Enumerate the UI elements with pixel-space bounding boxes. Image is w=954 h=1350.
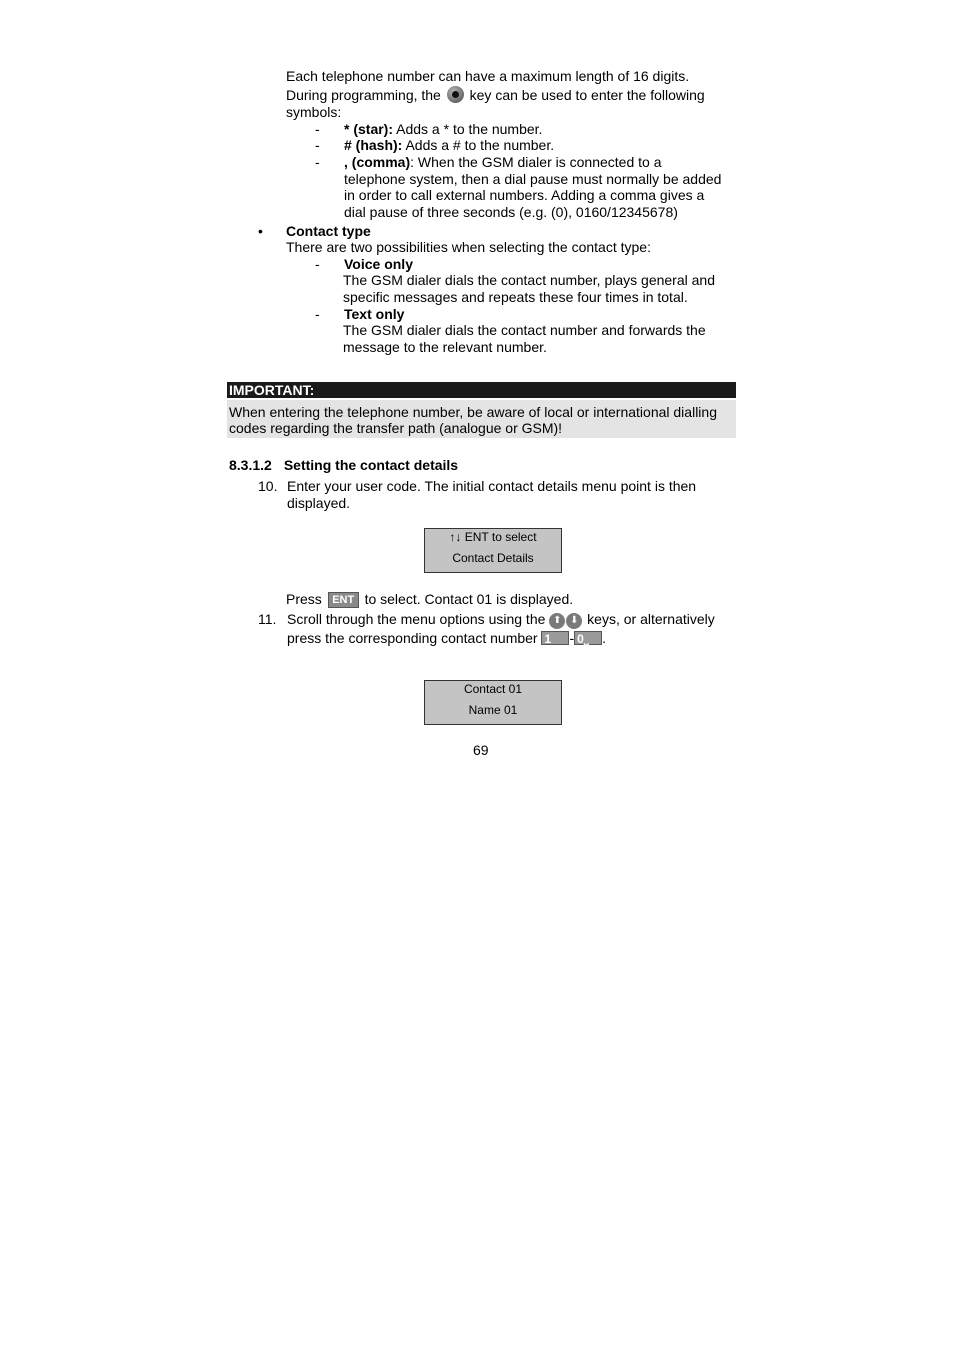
- step-text-post: keys, or alternatively: [587, 611, 715, 627]
- step-end: .: [602, 630, 607, 646]
- section-heading: [229, 457, 458, 474]
- option-voice-text: The GSM dialer dials the contact number, plays general and: [343, 272, 715, 288]
- step-number: 10.: [258, 478, 278, 494]
- step-text-pre: Scroll through the menu options using the: [287, 611, 546, 627]
- option-text-title: Text only: [344, 306, 405, 322]
- list-dash: -: [315, 154, 320, 170]
- option-voice-text: specific messages and repeats these four times in total.: [343, 289, 688, 305]
- lcd-line: ↑↓ ENT to select: [449, 530, 537, 544]
- list-dash: -: [315, 121, 320, 137]
- section-title: Setting the contact details: [283, 457, 459, 473]
- step-text: Enter your user code. The initial contact details menu point is then: [287, 478, 697, 494]
- list-text: Adds a # to the number.: [402, 137, 555, 153]
- important-heading: IMPORTANT:: [227, 382, 736, 398]
- intro-line-2-pre: During programming, the: [286, 87, 441, 103]
- list-dash: -: [315, 256, 320, 272]
- step-number: 11.: [258, 611, 277, 627]
- option-voice-title: Voice only: [344, 256, 413, 272]
- section-number: 8.3.1.2: [229, 457, 272, 473]
- step-text: displayed.: [287, 495, 351, 511]
- press-pre: Press: [286, 591, 322, 607]
- important-line: codes regarding the transfer path (analogue or GSM)!: [229, 420, 563, 436]
- list-item-comma: [344, 154, 661, 171]
- important-body: [227, 400, 736, 438]
- key-one-icon: 1: [541, 631, 569, 645]
- lcd-line: Contact 01: [463, 682, 523, 696]
- list-dash: -: [315, 137, 320, 153]
- intro-line-2-post: key can be used to enter the following: [469, 87, 705, 103]
- arrow-up-key-icon: ⬆: [549, 613, 565, 629]
- lcd-line: Name 01: [468, 703, 518, 717]
- comma-continuation: in order to call external numbers. Adding a comma gives a: [344, 187, 705, 203]
- bullet: •: [258, 223, 263, 239]
- important-line: When entering the telephone number, be aware of local or international dialling: [229, 404, 717, 420]
- arrow-down-key-icon: ⬇: [566, 613, 582, 629]
- list-term: # (hash):: [344, 137, 403, 153]
- key-zero-icon: 0⎵: [574, 631, 602, 645]
- ent-key-icon: ENT: [328, 592, 359, 608]
- contact-type-title: Contact type: [286, 223, 371, 239]
- key-separator: -: [569, 630, 575, 646]
- lcd-line: Contact Details: [452, 551, 534, 565]
- lcd-display: [424, 528, 562, 573]
- intro-line-2: [286, 86, 705, 104]
- step-text-pre: press the corresponding contact number: [287, 630, 538, 646]
- list-item-hash: [344, 137, 554, 154]
- intro-line-1: Each telephone number can have a maximum length of 16 digits.: [286, 68, 690, 84]
- option-text-text: The GSM dialer dials the contact number and forwards the: [343, 322, 706, 338]
- comma-continuation: dial pause of three seconds (e.g. (0), 0160/12345678): [344, 204, 678, 220]
- option-text-text: message to the relevant number.: [343, 339, 547, 355]
- round-key-icon: [447, 86, 464, 103]
- list-text: Adds a * to the number.: [393, 121, 543, 137]
- list-item-star: [344, 121, 542, 138]
- page-number: 69: [473, 742, 489, 758]
- list-term: , (comma): [344, 154, 411, 170]
- press-instruction: [286, 591, 573, 608]
- comma-continuation: telephone system, then a dial pause must normally be added: [344, 171, 722, 187]
- step-text: [287, 611, 715, 629]
- list-term: * (star):: [344, 121, 394, 137]
- list-text: : When the GSM dialer is connected to a: [410, 154, 662, 170]
- press-post: to select. Contact 01 is displayed.: [364, 591, 574, 607]
- intro-line-3: symbols:: [286, 104, 342, 120]
- contact-type-intro: There are two possibilities when selecting the contact type:: [286, 239, 651, 255]
- step-text: [287, 630, 606, 647]
- list-dash: -: [315, 306, 320, 322]
- lcd-display: [424, 680, 562, 725]
